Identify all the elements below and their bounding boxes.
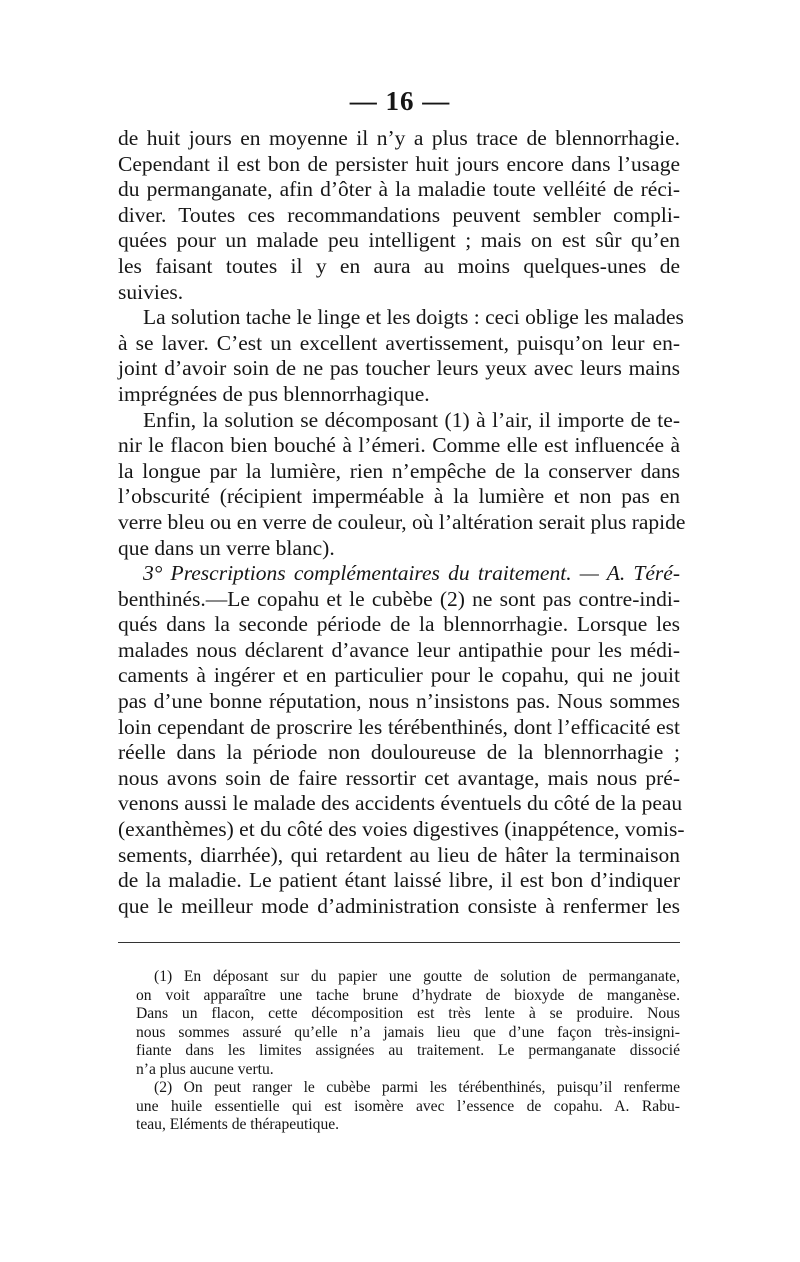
- text-line: du permanganate, afin d’ôter à la maladie toute velléité de réci-: [118, 177, 680, 202]
- footnote-line: une huile essentielle qui est isomère avec l’essence de copahu. A. Rabu-: [136, 1097, 680, 1115]
- text-line: suivies.: [118, 279, 184, 304]
- text-line: l’obscurité (récipient imperméable à la lumière et non pas en: [118, 484, 680, 509]
- text-line: de la maladie. Le patient étant laissé libre, il est bon d’indiquer: [118, 868, 680, 893]
- text-line: verre bleu ou en verre de couleur, où l’altération serait plus rapide: [118, 509, 686, 534]
- paragraph-4: [118, 561, 685, 919]
- footnote-line: teau, Eléments de thérapeutique.: [136, 1116, 340, 1133]
- footnotes: [118, 968, 680, 1135]
- footnote-line: Dans un flacon, cette décomposition est très lente à se produire. Nous: [136, 1005, 680, 1022]
- text-line: de huit jours en moyenne il n’y a plus trace de blennorrhagie.: [118, 126, 680, 150]
- footnote-2: [118, 1079, 680, 1135]
- text-line: les faisant toutes il y en aura au moins quelques-unes de: [118, 253, 680, 278]
- text-line: loin cependant de proscrire les térébenthinés, dont l’efficacité est: [118, 714, 680, 739]
- text-line: Cependant il est bon de persister huit jours encore dans l’usage: [118, 151, 680, 176]
- text-line: nir le flacon bien bouché à l’émeri. Comme elle est influencée à: [118, 433, 680, 458]
- text-line: nous avons soin de faire ressortir cet avantage, mais nous pré-: [118, 765, 680, 790]
- page-number: — 16 —: [349, 86, 451, 116]
- footnote-line: (2) On peut ranger le cubèbe parmi les térébenthinés, puisqu’il renferme: [154, 1079, 680, 1096]
- text-line: réelle dans la période non douloureuse de la blennorrhagie ;: [118, 740, 680, 765]
- text-line: diver. Toutes ces recommandations peuvent sembler compli-: [118, 202, 680, 227]
- text-line: que le meilleur mode d’administration consiste à renfermer les: [118, 893, 680, 918]
- text-line: caments à ingérer et en particulier pour le copahu, qui ne jouit: [118, 663, 680, 688]
- paragraph-3: [118, 407, 686, 562]
- footnote-line: (1) En déposant sur du papier une goutte de solution de permanganate,: [154, 968, 680, 985]
- footnote-1: [118, 968, 680, 1079]
- text-line: la longue par la lumière, rien n’empêche de la conserver dans: [118, 458, 680, 483]
- text-line: que dans un verre blanc).: [118, 535, 335, 560]
- footnote-line: n’a plus aucune vertu.: [136, 1060, 274, 1078]
- footnote-line: fiante dans les limites assignées au traitement. Le permanganate dissocié: [136, 1042, 680, 1059]
- footnote-divider: [118, 942, 680, 943]
- text-line: venons aussi le malade des accidents éventuels du côté de la peau: [118, 791, 683, 816]
- footnote-line: nous sommes assuré qu’elle n’a jamais lieu que d’une façon très-insigni-: [136, 1023, 680, 1041]
- paragraph-1: [118, 126, 680, 305]
- text-line: (exanthèmes) et du côté des voies digestives (inappétence, vomis-: [118, 817, 685, 842]
- text-line: Enfin, la solution se décomposant (1) à l’air, il importe de te-: [143, 407, 680, 432]
- text-line: qués dans la seconde période de la blennorrhagie. Lorsque les: [118, 612, 680, 637]
- text-line: benthinés.—Le copahu et le cubèbe (2) ne sont pas contre-indi-: [118, 586, 680, 611]
- text-line: imprégnées de pus blennorrhagique.: [118, 381, 430, 406]
- text-line: pas d’une bonne réputation, nous n’insistons pas. Nous sommes: [118, 689, 680, 714]
- text-line: quées pour un malade peu intelligent ; mais on est sûr qu’en: [118, 228, 680, 253]
- footnote-line: on voit apparaître une tache brune d’hydrate de bioxyde de manganèse.: [136, 986, 680, 1004]
- text-line: 3° Prescriptions complémentaires du traitement. — A. Téré-: [143, 561, 680, 586]
- main-text: [118, 126, 686, 919]
- text-line: La solution tache le linge et les doigts : ceci oblige les malades: [143, 305, 684, 330]
- text-line: à se laver. C’est un excellent avertissement, puisqu’on leur en-: [118, 330, 680, 355]
- paragraph-2: [118, 305, 684, 407]
- text-line: joint d’avoir soin de ne pas toucher leurs yeux avec leurs mains: [118, 356, 680, 381]
- text-line: malades nous déclarent d’avance leur antipathie pour les médi-: [118, 637, 680, 662]
- text-line: sements, diarrhée), qui retardent au lieu de hâter la terminaison: [118, 842, 680, 867]
